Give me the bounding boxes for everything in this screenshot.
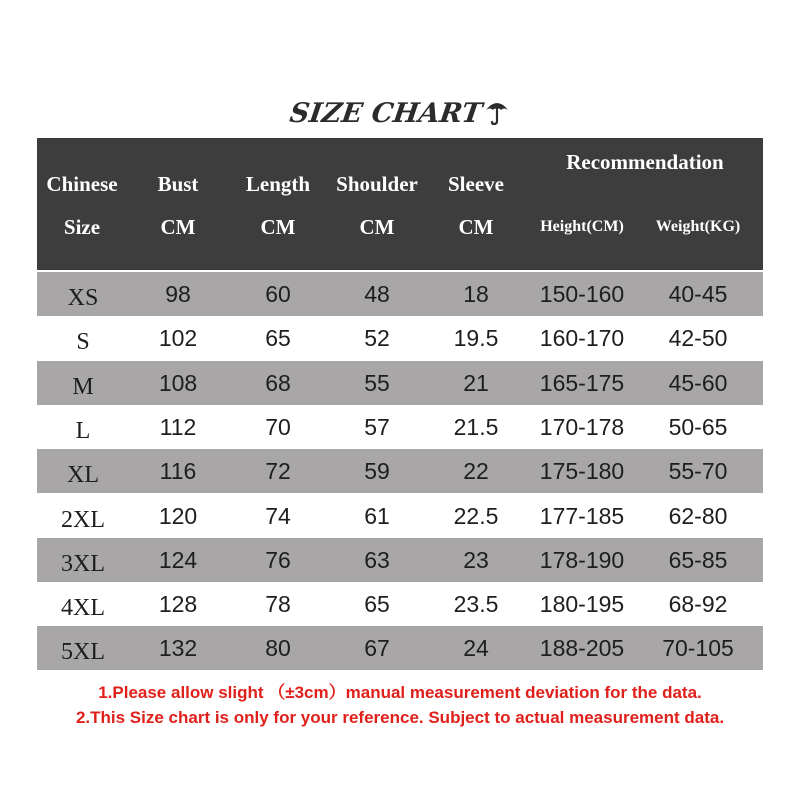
note-reference: 2.This Size chart is only for your reference. Subject to actual measurement data. (75, 708, 725, 727)
cell-shoulder: 65 (364, 591, 390, 618)
cell-shoulder: 61 (364, 502, 390, 529)
cell-length: 70 (265, 413, 291, 440)
header-shoulder: Shoulder CM (336, 172, 418, 239)
cell-bust: 112 (159, 413, 197, 440)
cell-bust: 108 (158, 369, 198, 396)
cell-weight: 55-70 (668, 458, 728, 485)
cell-size: 3XL (61, 550, 105, 577)
cell-sleeve: 24 (463, 635, 489, 662)
size-chart-title (0, 98, 800, 142)
cell-shoulder: 48 (364, 281, 390, 307)
table-row (37, 494, 763, 538)
cell-sleeve: 22 (463, 458, 489, 485)
cell-height: 160-170 (539, 325, 625, 352)
cell-sleeve: 21.5 (453, 413, 499, 440)
cell-shoulder: 67 (364, 635, 390, 662)
header-recommendation: Recommendation (566, 150, 724, 174)
cell-bust: 102 (158, 325, 198, 352)
cell-shoulder: 52 (364, 325, 390, 352)
header-size: Chinese Size (46, 172, 118, 239)
cell-length: 80 (265, 635, 291, 662)
umbrella-icon (484, 98, 510, 131)
cell-size: M (72, 373, 94, 400)
table-row (37, 538, 763, 582)
cell-height: 180-195 (539, 591, 625, 618)
header-sleeve: Sleeve CM (448, 172, 504, 239)
cell-height: 175-180 (539, 458, 625, 485)
header-weight: Weight(KG) (655, 218, 741, 235)
cell-size: L (75, 417, 91, 444)
cell-length: 72 (265, 458, 291, 485)
cell-length: 65 (265, 325, 291, 352)
cell-shoulder: 57 (364, 413, 390, 440)
cell-sleeve: 21 (463, 369, 489, 396)
cell-shoulder: 59 (364, 458, 390, 485)
table-row (37, 405, 763, 449)
cell-height: 177-185 (539, 502, 625, 529)
cell-weight: 42-50 (668, 325, 728, 352)
cell-weight: 62-80 (668, 502, 728, 529)
cell-bust: 132 (158, 635, 198, 662)
cell-bust: 128 (158, 591, 198, 618)
size-table (37, 138, 763, 670)
cell-height: 150-160 (539, 281, 625, 307)
table-row (37, 582, 763, 626)
cell-weight: 45-60 (668, 369, 728, 396)
header-height: Height(CM) (540, 218, 624, 235)
cell-weight: 40-45 (668, 281, 728, 307)
cell-length: 74 (265, 502, 291, 529)
cell-size: 4XL (61, 595, 105, 622)
header-bust: Bust CM (157, 172, 199, 239)
cell-bust: 116 (159, 458, 197, 485)
header-length: Length CM (245, 172, 311, 239)
table-row (37, 626, 763, 670)
cell-length: 60 (265, 281, 291, 307)
note-deviation: 1.Please allow slight （±3cm）manual measurement deviation for the data. (98, 683, 702, 702)
cell-height: 178-190 (539, 546, 625, 573)
cell-sleeve: 19.5 (453, 325, 499, 352)
cell-size: S (76, 329, 90, 356)
cell-shoulder: 63 (364, 546, 390, 573)
cell-sleeve: 23 (463, 546, 489, 573)
cell-sleeve: 18 (463, 281, 489, 307)
cell-size: 2XL (61, 506, 105, 533)
cell-shoulder: 55 (364, 369, 390, 396)
cell-weight: 65-85 (668, 546, 728, 573)
table-row (37, 316, 763, 360)
cell-length: 78 (265, 591, 291, 618)
cell-sleeve: 23.5 (453, 591, 499, 618)
cell-size: XL (67, 462, 99, 489)
table-row (37, 361, 763, 405)
cell-bust: 124 (158, 546, 198, 573)
cell-bust: 120 (158, 502, 198, 529)
cell-height: 165-175 (539, 369, 625, 396)
table-row (37, 449, 763, 493)
cell-weight: 70-105 (662, 635, 734, 662)
cell-weight: 68-92 (668, 591, 728, 618)
cell-sleeve: 22.5 (453, 502, 499, 529)
table-header (37, 138, 763, 270)
cell-length: 76 (265, 546, 291, 573)
cell-weight: 50-65 (668, 413, 728, 440)
table-row (37, 272, 763, 316)
cell-height: 170-178 (539, 413, 625, 440)
cell-height: 188-205 (539, 635, 625, 662)
title-text: SIZE CHART (287, 98, 485, 129)
cell-size: 5XL (61, 639, 105, 666)
cell-size: XS (67, 285, 99, 311)
cell-length: 68 (265, 369, 291, 396)
cell-bust: 98 (165, 281, 191, 307)
